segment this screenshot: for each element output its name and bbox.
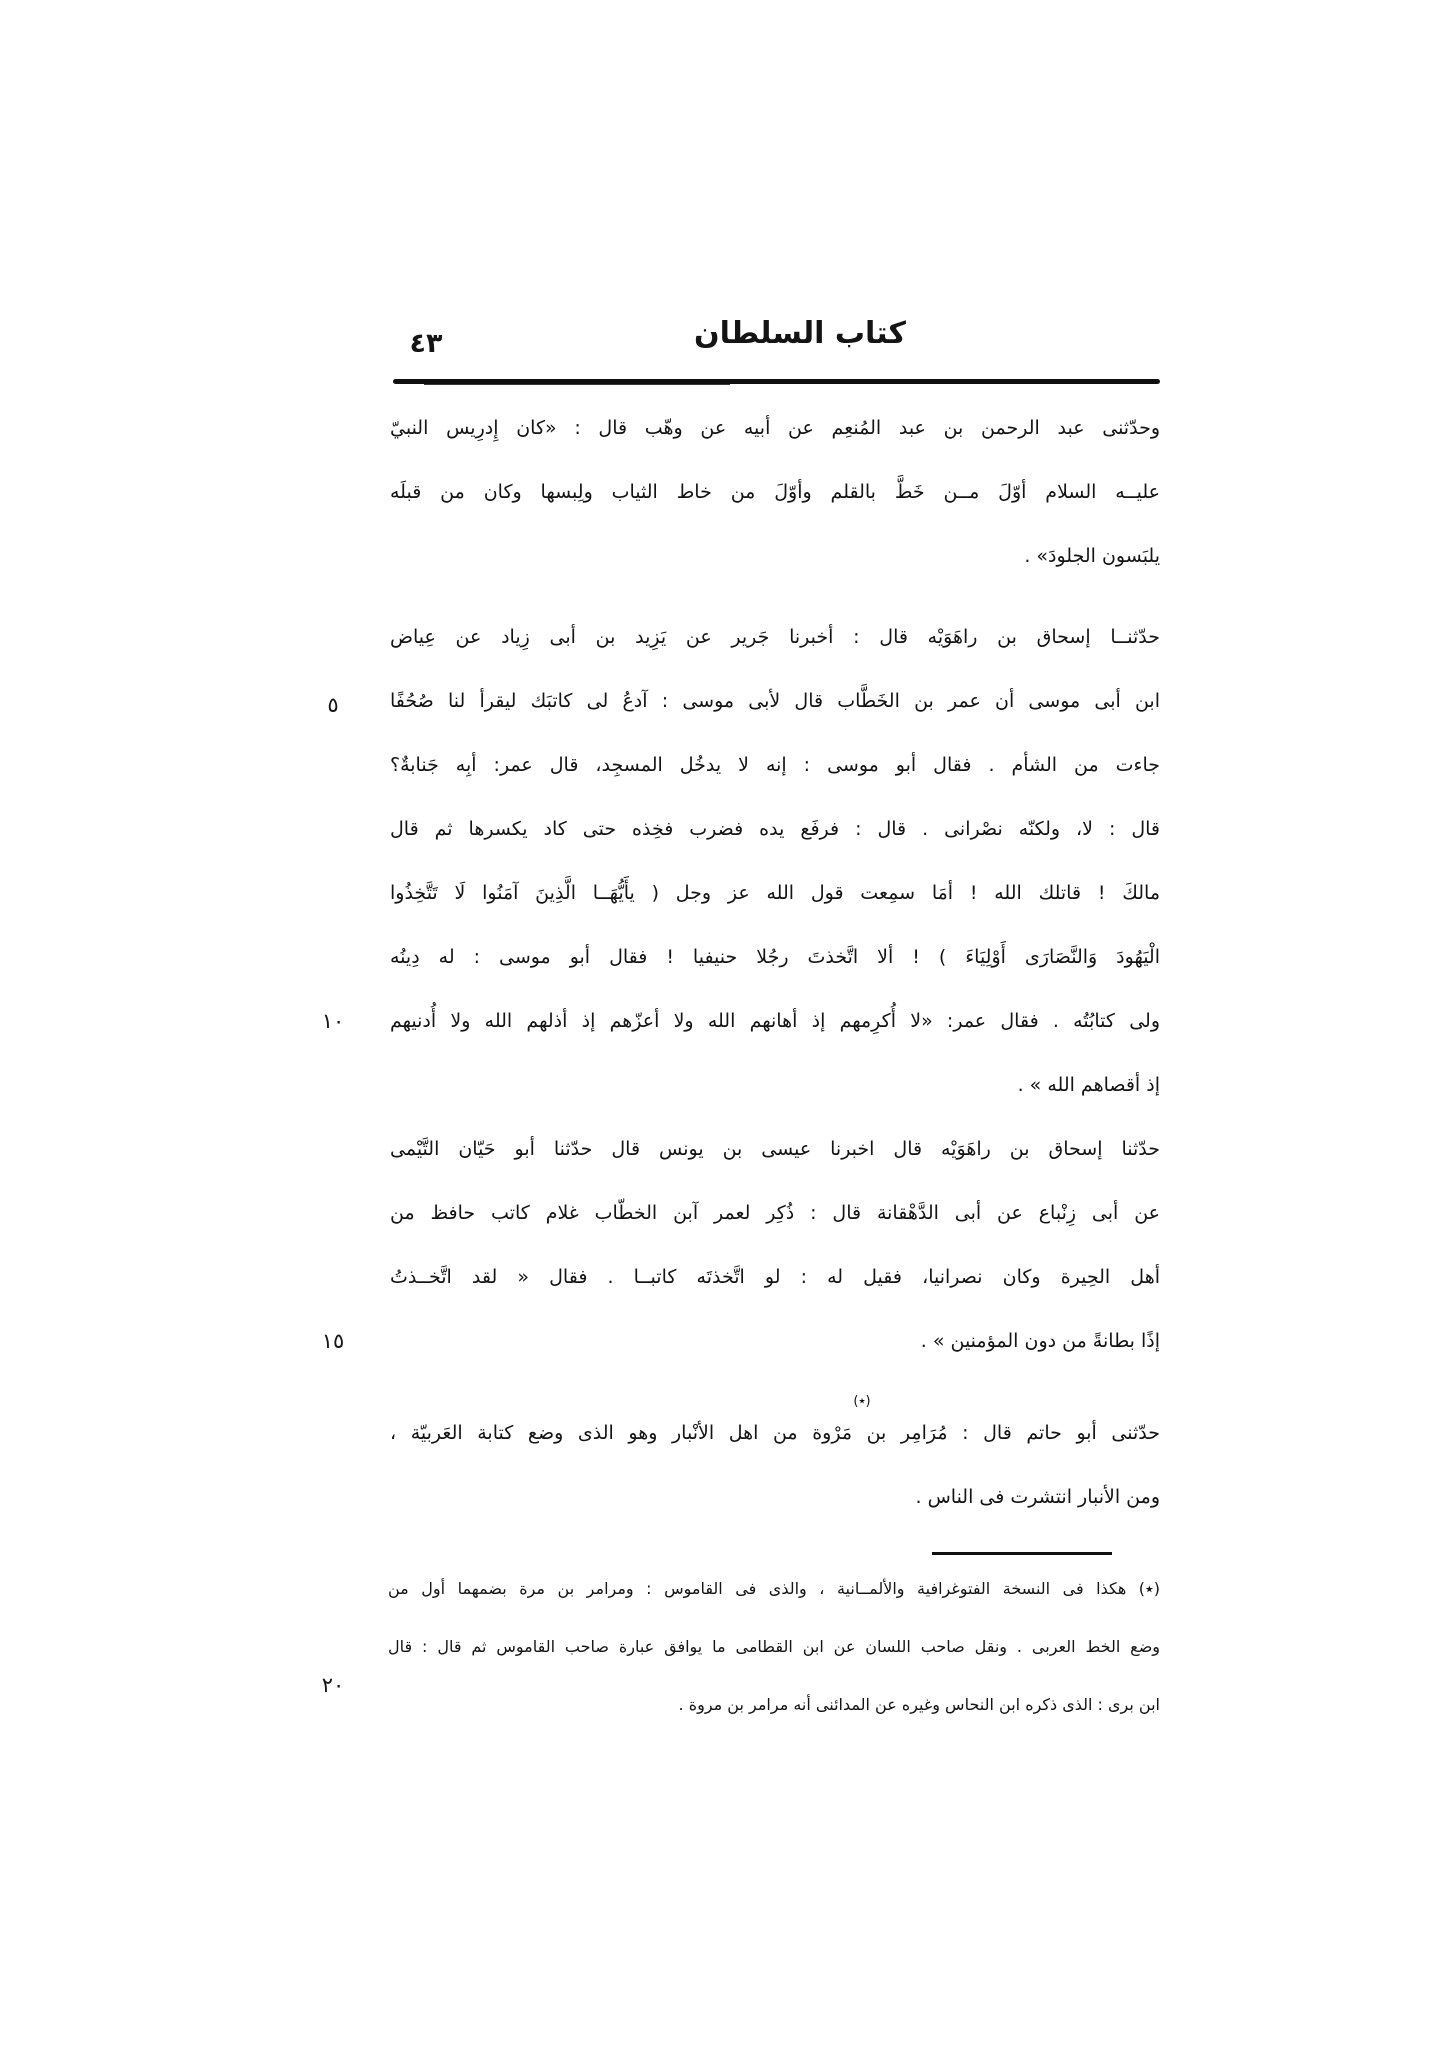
page-title: كتاب السلطان (694, 316, 906, 351)
body-line: حدّثنــا إسحاق بن راهَوَيْه قال : أخبرنا جَرير عن يَزِيد بن أبى زِياد عن عِياض (390, 626, 1160, 648)
line-number-marker-10: ١٠ (321, 1009, 345, 1033)
body-line: حدّثنا إسحاق بن راهَوَيْه قال اخبرنا عيسى بن يونس قال حدّثنا أبو حَيّان التَّيْمى (390, 1138, 1160, 1160)
body-line: أهل الحِيرة وكان نصرانيا، فقيل له : لو اتَّخذتَه كاتبــا . فقال « لقد اتَّخــذتُ (390, 1266, 1160, 1288)
line-number-marker-20: ٢٠ (321, 1673, 345, 1697)
body-line: مالكَ ! قاتلك الله ! أمَا سمِعت قول الله عز وجل ( يأَيُّهَــا الَّذِينَ آمَنُوا لَا تَتَّخِذُوا (390, 882, 1160, 904)
line-number-marker-15: ١٥ (321, 1329, 345, 1353)
body-line: عليــه السلام أوّلَ مــن خَطَّ بالقلم وأوّلَ من خاط الثياب ولِبسها وكان من قبلَه (390, 481, 1160, 503)
body-line: يلبَسون الجلودَ» . (1024, 545, 1160, 567)
page-number: ٤٣ (409, 328, 443, 359)
header-rule (393, 379, 1160, 384)
footnote-block (388, 1560, 1160, 1734)
body-line: إذًا بطانةً من دون المؤمنين » . (920, 1330, 1160, 1352)
paragraph-2 (390, 605, 1160, 1117)
footnote-line: (٭) هكذا فى النسخة الفتوغرافية والألمــانية ، والذى فى القاموس : ومرامر بن مرة بضمهما أول من (388, 1579, 1160, 1598)
body-line: وحدّثنى عبد الرحمن بن عبد المُنعِم عن أبيه عن وهّب قال : «كان إِدرِيس النبيّ (390, 417, 1160, 439)
body-line: حدّثنى أبو حاتم قال : مُرَامِر بن مَرْوة من اهل الأنْبار وهو الذى وضع كتابة العَربيّة ، (390, 1422, 1160, 1444)
footnote-reference-mark: (٭) (853, 1394, 871, 1409)
footnote-line: وضع الخط العربى . ونقل صاحب اللسان عن ابن القطامى ما يوافق عبارة صاحب القاموس ثم قال : قال (388, 1637, 1160, 1656)
body-line: إذ أقصاهم الله » . (1017, 1074, 1160, 1096)
paragraph-4 (390, 1401, 1160, 1529)
line-number-marker-5: ٥ (327, 693, 339, 717)
body-line: قال : لا، ولكنّه نصْرانى . قال : فرفَع يده فضرب فخِذه حتى كاد يكسرها ثم قال (390, 818, 1160, 840)
body-line: عن أبى زِنْباع عن أبى الدَّهْقانة قال : ذُكِر لعمر آبن الخطّاب غلام كاتب حافظ من (390, 1202, 1160, 1224)
body-line: الْيَهُودَ وَالنَّصَارَى أَوْلِيَاءَ ) ! ألا اتَّخذتَ رجُلا حنيفيا ! فقال أبو موسى : له دِينُه (390, 946, 1160, 968)
body-line: ولى كتابُتُه . فقال عمر: «لا أُكرِمهم إذ أهانهم الله ولا أعزّهم إذ أذلهم الله ولا أُدنيهم (390, 1010, 1160, 1032)
paragraph-1 (390, 396, 1160, 588)
body-line: ابن أبى موسى أن عمر بن الخَطَّاب قال لأبى موسى : آدعُ لى كاتبَك ليقرأ لنا صُحُفًا (390, 690, 1160, 712)
footnote-separator-rule (932, 1552, 1112, 1555)
paragraph-3 (390, 1117, 1160, 1373)
body-line: جاءت من الشأم . فقال أبو موسى : إنه لا يدخُل المسجِد، قال عمر: أبِه جَنابةٌ؟ (390, 754, 1160, 776)
footnote-line: ابن برى : الذى ذكره ابن النحاس وغيره عن المدائنى أنه مرامر بن مروة . (678, 1695, 1160, 1714)
body-line: ومن الأنبار انتشرت فى الناس . (915, 1486, 1160, 1508)
